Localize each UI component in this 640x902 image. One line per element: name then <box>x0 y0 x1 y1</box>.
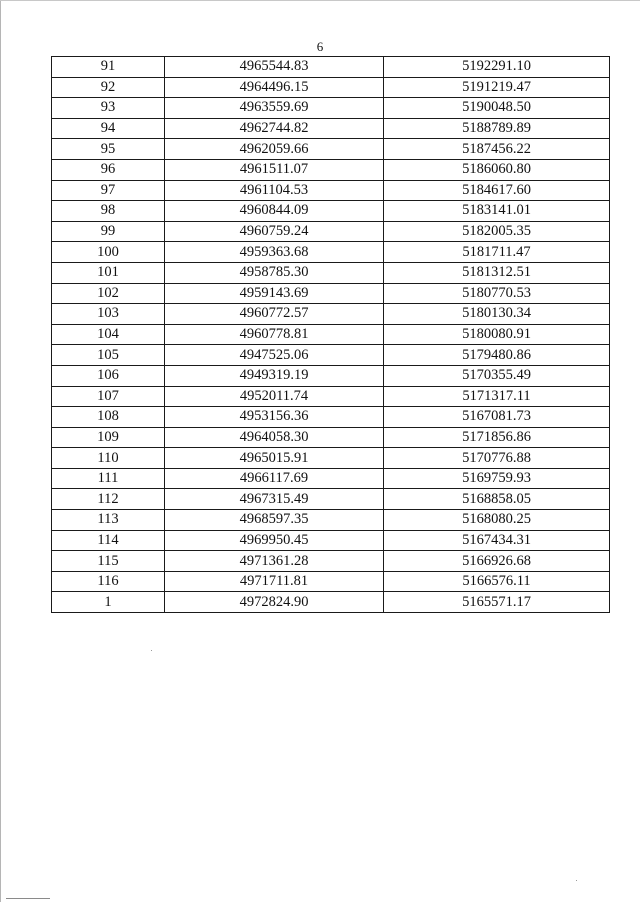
coordinates-table-body <box>52 57 610 613</box>
point-number-cell: 103 <box>52 304 165 325</box>
point-number-cell: 104 <box>52 324 165 345</box>
x-coordinate-cell: 4962744.82 <box>165 118 384 139</box>
table-row <box>52 283 610 304</box>
point-number-cell: 102 <box>52 283 165 304</box>
y-coordinate-cell: 5190048.50 <box>384 98 610 119</box>
table-row <box>52 468 610 489</box>
x-coordinate-cell: 4972824.90 <box>165 592 384 613</box>
point-number-cell: 111 <box>52 468 165 489</box>
table-row <box>52 571 610 592</box>
y-coordinate-cell: 5191219.47 <box>384 77 610 98</box>
table-row <box>52 427 610 448</box>
point-number-cell: 100 <box>52 242 165 263</box>
table-row <box>52 407 610 428</box>
scan-edge-mark <box>6 898 50 899</box>
x-coordinate-cell: 4958785.30 <box>165 262 384 283</box>
x-coordinate-cell: 4966117.69 <box>165 468 384 489</box>
table-row <box>52 118 610 139</box>
x-coordinate-cell: 4953156.36 <box>165 407 384 428</box>
point-number-cell: 99 <box>52 221 165 242</box>
point-number-cell: 114 <box>52 530 165 551</box>
table-row <box>52 98 610 119</box>
y-coordinate-cell: 5168858.05 <box>384 489 610 510</box>
table-row <box>52 448 610 469</box>
x-coordinate-cell: 4960844.09 <box>165 201 384 222</box>
point-number-cell: 92 <box>52 77 165 98</box>
y-coordinate-cell: 5182005.35 <box>384 221 610 242</box>
y-coordinate-cell: 5188789.89 <box>384 118 610 139</box>
y-coordinate-cell: 5180130.34 <box>384 304 610 325</box>
x-coordinate-cell: 4969950.45 <box>165 530 384 551</box>
table-row <box>52 324 610 345</box>
point-number-cell: 95 <box>52 139 165 160</box>
point-number-cell: 98 <box>52 201 165 222</box>
table-row <box>52 386 610 407</box>
y-coordinate-cell: 5181312.51 <box>384 262 610 283</box>
coordinates-table <box>51 56 610 613</box>
y-coordinate-cell: 5165571.17 <box>384 592 610 613</box>
x-coordinate-cell: 4971711.81 <box>165 571 384 592</box>
point-number-cell: 109 <box>52 427 165 448</box>
y-coordinate-cell: 5181711.47 <box>384 242 610 263</box>
table-row <box>52 57 610 78</box>
table-row <box>52 221 610 242</box>
point-number-cell: 115 <box>52 551 165 572</box>
table-row <box>52 510 610 531</box>
x-coordinate-cell: 4960759.24 <box>165 221 384 242</box>
page-left-edge <box>0 0 1 902</box>
table-row <box>52 159 610 180</box>
y-coordinate-cell: 5167434.31 <box>384 530 610 551</box>
y-coordinate-cell: 5166926.68 <box>384 551 610 572</box>
x-coordinate-cell: 4965015.91 <box>165 448 384 469</box>
point-number-cell: 107 <box>52 386 165 407</box>
point-number-cell: 116 <box>52 571 165 592</box>
x-coordinate-cell: 4962059.66 <box>165 139 384 160</box>
y-coordinate-cell: 5171317.11 <box>384 386 610 407</box>
x-coordinate-cell: 4963559.69 <box>165 98 384 119</box>
x-coordinate-cell: 4967315.49 <box>165 489 384 510</box>
y-coordinate-cell: 5184617.60 <box>384 180 610 201</box>
point-number-cell: 112 <box>52 489 165 510</box>
page-number: 6 <box>316 39 324 54</box>
table-row <box>52 551 610 572</box>
y-coordinate-cell: 5171856.86 <box>384 427 610 448</box>
x-coordinate-cell: 4968597.35 <box>165 510 384 531</box>
y-coordinate-cell: 5168080.25 <box>384 510 610 531</box>
table-row <box>52 345 610 366</box>
y-coordinate-cell: 5183141.01 <box>384 201 610 222</box>
y-coordinate-cell: 5180080.91 <box>384 324 610 345</box>
table-row <box>52 242 610 263</box>
point-number-cell: 113 <box>52 510 165 531</box>
y-coordinate-cell: 5167081.73 <box>384 407 610 428</box>
y-coordinate-cell: 5179480.86 <box>384 345 610 366</box>
table-row <box>52 489 610 510</box>
table-row <box>52 304 610 325</box>
x-coordinate-cell: 4964058.30 <box>165 427 384 448</box>
scan-speck <box>151 650 152 651</box>
table-row <box>52 180 610 201</box>
scan-speck <box>576 880 577 881</box>
point-number-cell: 94 <box>52 118 165 139</box>
x-coordinate-cell: 4959363.68 <box>165 242 384 263</box>
point-number-cell: 91 <box>52 57 165 78</box>
x-coordinate-cell: 4960778.81 <box>165 324 384 345</box>
table-row <box>52 262 610 283</box>
point-number-cell: 1 <box>52 592 165 613</box>
y-coordinate-cell: 5169759.93 <box>384 468 610 489</box>
table-row <box>52 365 610 386</box>
point-number-cell: 108 <box>52 407 165 428</box>
y-coordinate-cell: 5170776.88 <box>384 448 610 469</box>
page-top-edge <box>0 0 640 1</box>
x-coordinate-cell: 4949319.19 <box>165 365 384 386</box>
table-row <box>52 139 610 160</box>
table-row <box>52 530 610 551</box>
y-coordinate-cell: 5170355.49 <box>384 365 610 386</box>
x-coordinate-cell: 4961511.07 <box>165 159 384 180</box>
point-number-cell: 101 <box>52 262 165 283</box>
x-coordinate-cell: 4964496.15 <box>165 77 384 98</box>
y-coordinate-cell: 5192291.10 <box>384 57 610 78</box>
x-coordinate-cell: 4947525.06 <box>165 345 384 366</box>
table-row <box>52 201 610 222</box>
x-coordinate-cell: 4960772.57 <box>165 304 384 325</box>
y-coordinate-cell: 5186060.80 <box>384 159 610 180</box>
y-coordinate-cell: 5187456.22 <box>384 139 610 160</box>
point-number-cell: 93 <box>52 98 165 119</box>
x-coordinate-cell: 4952011.74 <box>165 386 384 407</box>
x-coordinate-cell: 4961104.53 <box>165 180 384 201</box>
y-coordinate-cell: 5166576.11 <box>384 571 610 592</box>
point-number-cell: 106 <box>52 365 165 386</box>
point-number-cell: 105 <box>52 345 165 366</box>
x-coordinate-cell: 4965544.83 <box>165 57 384 78</box>
table-row <box>52 77 610 98</box>
x-coordinate-cell: 4959143.69 <box>165 283 384 304</box>
table-row <box>52 592 610 613</box>
point-number-cell: 97 <box>52 180 165 201</box>
y-coordinate-cell: 5180770.53 <box>384 283 610 304</box>
point-number-cell: 110 <box>52 448 165 469</box>
point-number-cell: 96 <box>52 159 165 180</box>
x-coordinate-cell: 4971361.28 <box>165 551 384 572</box>
